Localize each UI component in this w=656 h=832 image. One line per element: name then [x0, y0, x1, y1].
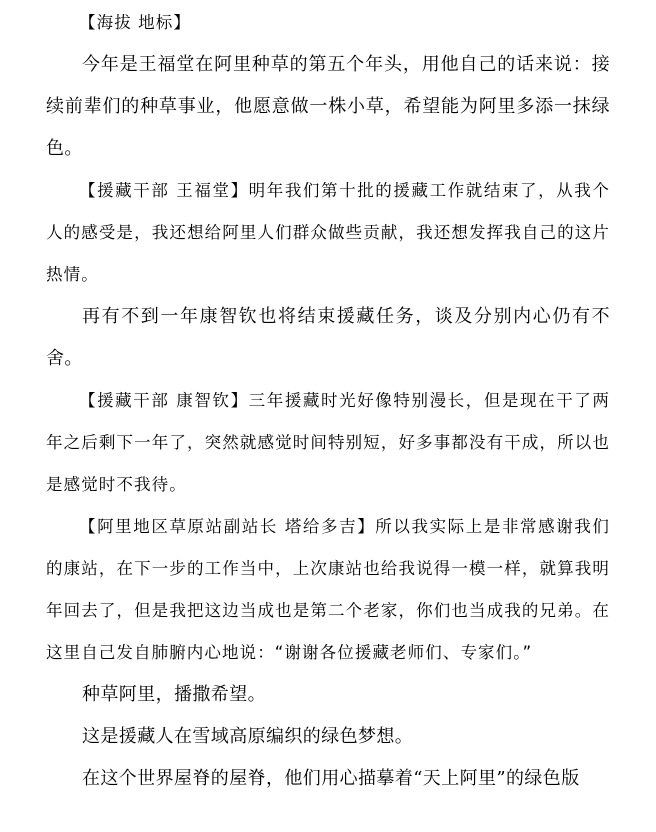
paragraph-quote-tagei-duoji: 【阿里地区草原站副站长 塔给多吉】所以我实际上是非常感谢我们的康站，在下一步的工作当中，上次康站也给我说得一模一样，就算我明年回去了，但是我把这边当成也是第二个老家，你们也当成我的兄弟。在这里自己发自肺腑内心地说：“谢谢各位援藏老师们、专家们。”: [46, 517, 610, 662]
paragraph-quote-wang-futang: 【援藏干部 王福堂】明年我们第十批的援藏工作就结束了，从我个人的感受是，我还想给阿里人们群众做些贡献，我还想发挥我自己的这片热情。: [46, 181, 610, 284]
paragraph-narration-2: 再有不到一年康智钦也将结束援藏任务，谈及分别内心仍有不舍。: [46, 306, 610, 369]
paragraph-narration-5: 在这个世界屋脊的屋脊，他们用心描摹着“天上阿里”的绿色版: [82, 768, 580, 789]
paragraph-narration-4: 这是援藏人在雪域高原编织的绿色梦想。: [82, 726, 414, 747]
paragraph-narration-1: 今年是王福堂在阿里种草的第五个年头，用他自己的话来说：接续前辈们的种草事业，他愿意做一株小草，希望能为阿里多添一抹绿色。: [46, 54, 610, 159]
paragraph-quote-kang-zhiqin: 【援藏干部 康智钦】三年援藏时光好像特别漫长，但是现在干了两年之后剩下一年了，突然就感觉时间特别短，好多事都没有干成，所以也是感觉时不我待。: [46, 391, 610, 494]
paragraph-narration-3: 种草阿里，播撒希望。: [82, 684, 266, 705]
document-page: [46, 2, 610, 800]
paragraph-heading-altitude: 【海拔 地标】: [79, 13, 191, 32]
